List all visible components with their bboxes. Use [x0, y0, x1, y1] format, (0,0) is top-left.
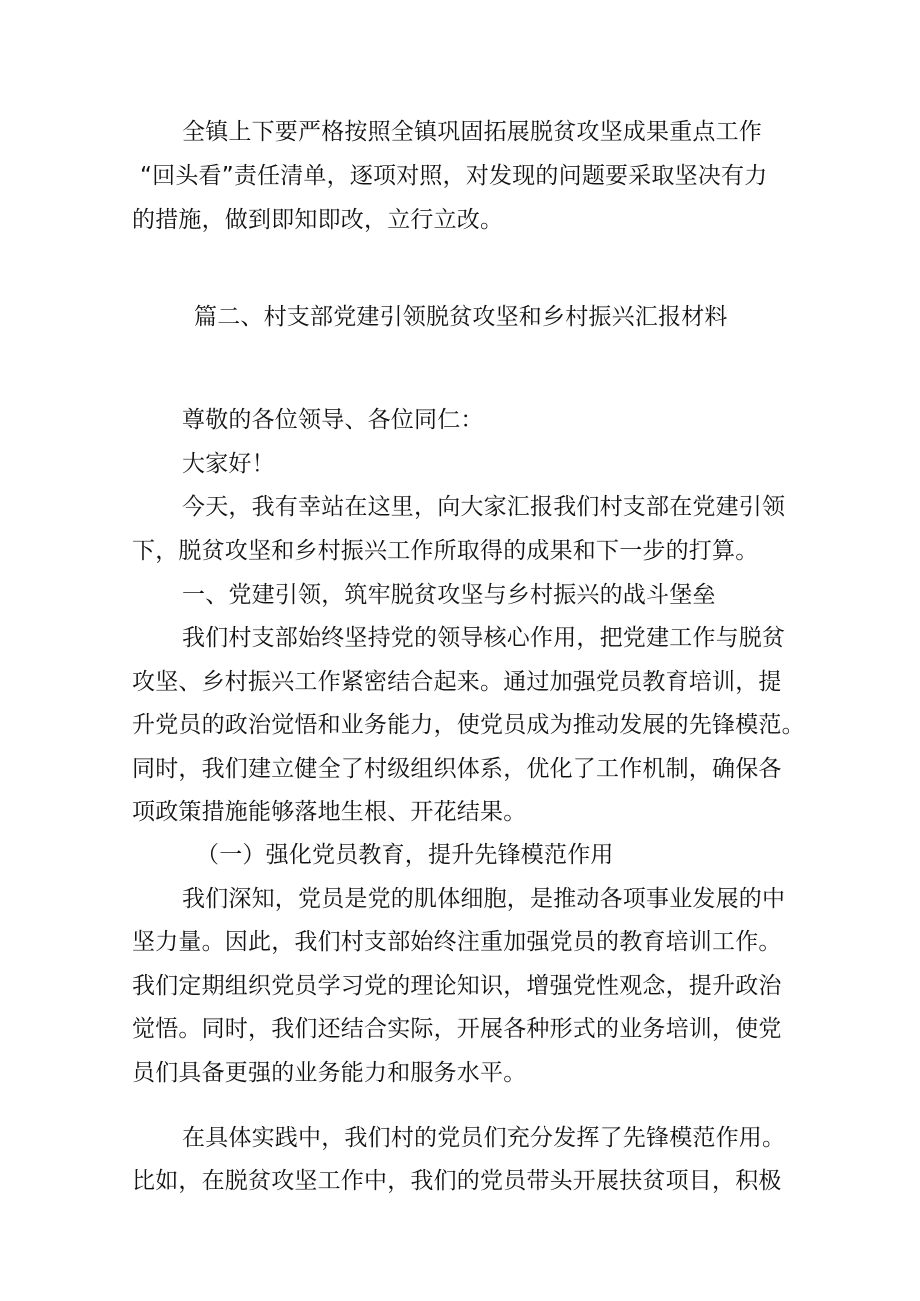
- para-two-line-3: 我们定期组织党员学习党的理论知识，增强党性观念，提升政治: [132, 973, 782, 999]
- salutation: 尊敬的各位领导、各位同仁：: [182, 407, 484, 433]
- opening-line-2: 下，脱贫攻坚和乡村振兴工作所取得的成果和下一步的打算。: [132, 538, 759, 564]
- intro-line-1: 全镇上下要严格按照全镇巩固拓展脱贫攻坚成果重点工作: [182, 119, 762, 145]
- para-one-line-5: 项政策措施能够落地生根、开花结果。: [132, 799, 527, 825]
- para-one-line-1: 我们村支部始终坚持党的领导核心作用，把党建工作与脱贫: [182, 625, 786, 651]
- para-one-line-4: 同时，我们建立健全了村级组织体系，优化了工作机制，确保各: [132, 756, 782, 782]
- subheading-one: （一）强化党员教育，提升先锋模范作用: [196, 842, 614, 868]
- para-three-line-2: 比如，在脱贫攻坚工作中，我们的党员带头开展扶贫项目，积极: [132, 1168, 782, 1194]
- para-three-line-1: 在具体实践中，我们村的党员们充分发挥了先锋模范作用。: [182, 1125, 786, 1151]
- para-two-line-2: 坚力量。因此，我们村支部始终注重加强党员的教育培训工作。: [132, 929, 782, 955]
- opening-line-1: 今天，我有幸站在这里，向大家汇报我们村支部在党建引领: [182, 494, 786, 520]
- para-two-line-5: 员们具备更强的业务能力和服务水平。: [132, 1060, 527, 1086]
- intro-line-2: “回头看”责任清单，逐项对照，对发现的问题要采取坚决有力: [140, 163, 768, 189]
- para-one-line-2: 攻坚、乡村振兴工作紧密结合起来。通过加强党员教育培训，提: [132, 669, 782, 695]
- greeting: 大家好！: [182, 451, 275, 477]
- section-title: 篇二、村支部党建引领脱贫攻坚和乡村振兴汇报材料: [194, 304, 728, 330]
- heading-one: 一、党建引领，筑牢脱贫攻坚与乡村振兴的战斗堡垒: [182, 582, 716, 608]
- para-two-line-4: 觉悟。同时，我们还结合实际，开展各种形式的业务培训，使党: [132, 1016, 782, 1042]
- para-one-line-3: 升党员的政治觉悟和业务能力，使党员成为推动发展的先锋模范。: [132, 712, 805, 738]
- intro-line-3: 的措施，做到即知即改，立行立改。: [132, 207, 504, 233]
- para-two-line-1: 我们深知，党员是党的肌体细胞，是推动各项事业发展的中: [182, 886, 786, 912]
